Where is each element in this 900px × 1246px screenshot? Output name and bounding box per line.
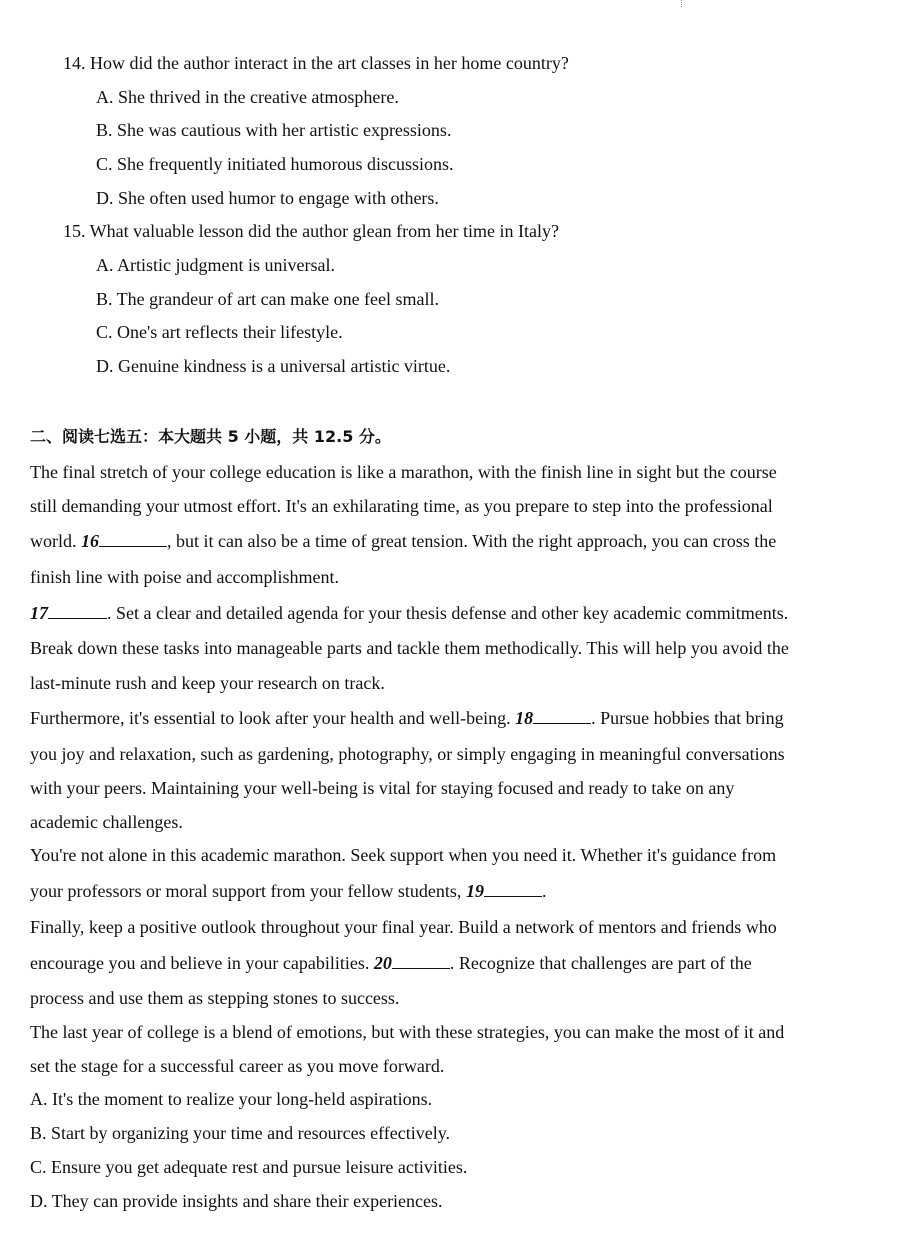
- passage-line: with your peers. Maintaining your well-being is vital for staying focused and ready to take on any: [30, 778, 735, 798]
- question-14-option-d: D. She often used humor to engage with others.: [96, 188, 439, 208]
- blank-19[interactable]: [484, 880, 542, 897]
- page-corner-mark: [681, 0, 684, 7]
- question-14-option-b: B. She was cautious with her artistic expressions.: [96, 120, 452, 140]
- passage-text: . Pursue hobbies that bring: [591, 708, 784, 728]
- passage-line: [30, 602, 788, 624]
- question-14-option-c: C. She frequently initiated humorous discussions.: [96, 154, 454, 174]
- blank-17-number: 17: [30, 603, 48, 623]
- blank-16[interactable]: [99, 530, 167, 547]
- passage-line: The final stretch of your college education is like a marathon, with the finish line in sight but the course: [30, 462, 777, 482]
- answer-option-d: D. They can provide insights and share their experiences.: [30, 1191, 443, 1211]
- passage-line: [30, 530, 776, 552]
- question-15-stem: 15. What valuable lesson did the author glean from her time in Italy?: [63, 221, 560, 241]
- passage-line: last-minute rush and keep your research on track.: [30, 673, 385, 693]
- question-15-option-c: C. One's art reflects their lifestyle.: [96, 322, 343, 342]
- blank-18-number: 18: [515, 708, 534, 728]
- blank-19-number: 19: [465, 881, 484, 901]
- question-15-option-b: B. The grandeur of art can make one feel small.: [96, 289, 440, 309]
- passage-line: you joy and relaxation, such as gardening, photography, or simply engaging in meaningful conversations: [30, 744, 785, 764]
- passage-line: finish line with poise and accomplishment.: [30, 567, 339, 587]
- passage-line: Finally, keep a positive outlook throughout your final year. Build a network of mentors and friends who: [30, 917, 777, 937]
- blank-20-number: 20: [373, 953, 392, 973]
- answer-option-b: B. Start by organizing your time and resources effectively.: [30, 1123, 451, 1143]
- passage-line: [30, 880, 546, 902]
- passage-text: encourage you and believe in your capabilities.: [30, 953, 374, 973]
- blank-18[interactable]: [533, 707, 591, 724]
- question-14-stem: 14. How did the author interact in the art classes in her home country?: [63, 53, 569, 73]
- passage-text: your professors or moral support from your fellow students,: [30, 881, 466, 901]
- answer-option-a: A. It's the moment to realize your long-held aspirations.: [30, 1089, 433, 1109]
- section-heading: 二、阅读七选五：本大题共 5 小题，共 12.5 分。: [30, 427, 391, 446]
- question-15-option-d: D. Genuine kindness is a universal artistic virtue.: [96, 356, 451, 376]
- passage-text: . Set a clear and detailed agenda for your thesis defense and other key academic commitments.: [107, 603, 789, 623]
- passage-line: You're not alone in this academic marathon. Seek support when you need it. Whether it's guidance from: [30, 845, 777, 865]
- passage-line: [30, 707, 784, 729]
- passage-text: . Recognize that challenges are part of the: [449, 953, 752, 973]
- blank-17[interactable]: [48, 602, 107, 619]
- passage-text: world.: [30, 531, 81, 551]
- passage-line: academic challenges.: [30, 812, 183, 832]
- passage-line: still demanding your utmost effort. It's an exhilarating time, as you prepare to step into the professional: [30, 496, 773, 516]
- passage-text: , but it can also be a time of great tension. With the right approach, you can cross the: [167, 531, 777, 551]
- passage-line: set the stage for a successful career as you move forward.: [30, 1056, 445, 1076]
- passage-line: Break down these tasks into manageable parts and tackle them methodically. This will help you avoid the: [30, 638, 789, 658]
- passage-line: process and use them as stepping stones to success.: [30, 988, 400, 1008]
- question-14-option-a: A. She thrived in the creative atmosphere.: [96, 87, 399, 107]
- question-15-option-a: A. Artistic judgment is universal.: [96, 255, 335, 275]
- passage-text: Furthermore, it's essential to look after your health and well-being.: [30, 708, 516, 728]
- passage-line: The last year of college is a blend of emotions, but with these strategies, you can make the most of it and: [30, 1022, 785, 1042]
- blank-16-number: 16: [81, 531, 99, 551]
- blank-20[interactable]: [392, 952, 450, 969]
- answer-option-c: C. Ensure you get adequate rest and pursue leisure activities.: [30, 1157, 468, 1177]
- passage-line: [30, 952, 752, 974]
- passage-text: .: [541, 881, 547, 901]
